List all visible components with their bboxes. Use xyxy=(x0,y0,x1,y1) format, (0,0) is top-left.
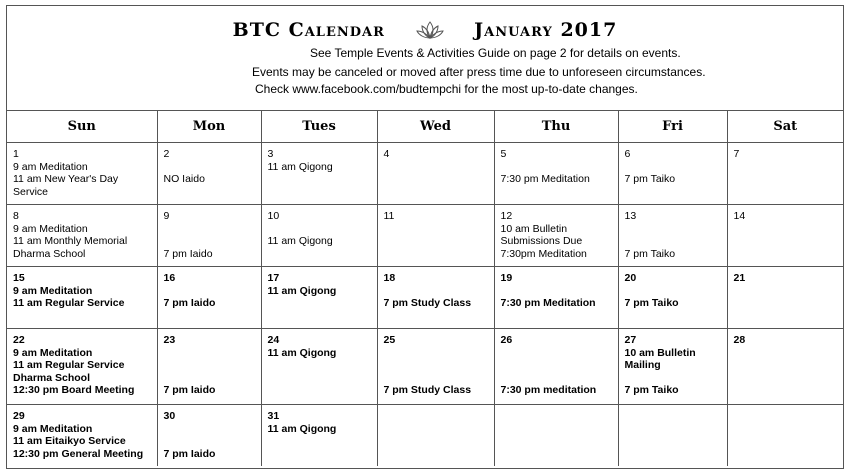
day-cell xyxy=(618,205,727,267)
event-line xyxy=(268,223,373,236)
day-number: 3 xyxy=(267,148,274,160)
title-right: January 2017 xyxy=(474,19,618,41)
day-cell xyxy=(618,267,727,329)
event-line: Submissions Due xyxy=(500,235,583,247)
event-line: 7 pm Iaido xyxy=(163,384,216,396)
event-line: 7:30pm Meditation xyxy=(500,247,587,260)
day-number: 25 xyxy=(383,334,396,346)
event-line: 11 am Qigong xyxy=(267,235,333,247)
day-cell xyxy=(377,329,494,405)
day-number: 5 xyxy=(500,148,507,160)
calendar-frame xyxy=(6,5,844,469)
week-row xyxy=(7,143,843,205)
event-line: 7:30 pm Meditation xyxy=(500,173,590,185)
weekday-sun: Sun xyxy=(7,110,157,143)
day-number: 22 xyxy=(13,334,25,346)
day-cell xyxy=(727,143,843,205)
event-line: NO Iaido xyxy=(163,173,205,185)
day-number: 14 xyxy=(733,210,746,222)
weekday-wed: Wed xyxy=(377,110,494,143)
event-line: 12:30 pm General Meeting xyxy=(13,447,144,460)
day-number: 12 xyxy=(500,210,513,222)
event-line xyxy=(625,235,723,248)
day-number: 27 xyxy=(624,334,637,346)
event-line: 7 pm Iaido xyxy=(163,247,213,260)
day-cell xyxy=(7,205,157,267)
event-line: 7:30 pm Meditation xyxy=(500,297,596,309)
day-cell xyxy=(494,405,618,467)
day-cell xyxy=(494,205,618,267)
event-line xyxy=(164,161,257,174)
event-line: 11 am New Year's Day xyxy=(13,173,119,185)
event-line xyxy=(384,347,490,360)
event-line xyxy=(164,285,257,298)
week-row xyxy=(7,205,843,267)
event-line xyxy=(501,285,614,298)
day-cell xyxy=(494,267,618,329)
day-number: 19 xyxy=(500,272,513,284)
day-number: 2 xyxy=(163,148,170,160)
event-line: 9 am Meditation xyxy=(13,346,93,359)
day-number: 21 xyxy=(733,272,746,284)
event-line xyxy=(625,285,723,298)
weekday-header-row xyxy=(7,110,843,143)
event-line: 11 am Qigong xyxy=(267,160,333,173)
day-cell xyxy=(261,405,377,467)
day-number: 24 xyxy=(267,334,280,346)
day-number: 31 xyxy=(267,410,280,422)
day-number: 6 xyxy=(624,148,631,160)
event-line xyxy=(384,372,490,385)
note-cancellations: Events may be canceled or moved after press time due to unforeseen circumstances. xyxy=(252,65,706,79)
day-cell xyxy=(261,267,377,329)
day-number: 23 xyxy=(163,334,176,346)
day-cell xyxy=(727,267,843,329)
week-row xyxy=(7,267,843,329)
event-line xyxy=(164,347,257,360)
day-cell xyxy=(261,143,377,205)
note-events-guide: See Temple Events & Activities Guide on page 2 for details on events. xyxy=(310,46,681,60)
event-line: Dharma School xyxy=(13,371,91,384)
calendar-header xyxy=(7,6,843,111)
event-line: 11 am Regular Service xyxy=(13,359,125,371)
day-number: 13 xyxy=(624,210,637,222)
calendar-grid xyxy=(7,110,843,466)
day-number: 26 xyxy=(500,334,513,346)
event-line: 7 pm Taiko xyxy=(624,297,679,309)
day-cell xyxy=(7,329,157,405)
event-line xyxy=(501,347,614,360)
day-cell xyxy=(377,143,494,205)
event-line xyxy=(384,285,490,298)
weekday-thu: Thu xyxy=(494,110,618,143)
day-cell xyxy=(618,143,727,205)
lotus-icon xyxy=(415,20,445,40)
event-line: 7 pm Taiko xyxy=(624,173,676,185)
week-row xyxy=(7,329,843,405)
event-line xyxy=(164,235,257,248)
event-line: 7 pm Iaido xyxy=(163,447,216,460)
day-cell xyxy=(261,329,377,405)
day-number: 15 xyxy=(13,272,25,284)
event-line: 11 am Qigong xyxy=(267,284,337,297)
title-left: BTC Calendar xyxy=(232,19,385,41)
day-cell xyxy=(377,405,494,467)
event-line: 11 am Qigong xyxy=(267,346,337,359)
day-cell xyxy=(727,329,843,405)
event-line xyxy=(164,423,257,436)
day-cell xyxy=(377,267,494,329)
day-number: 9 xyxy=(163,210,170,222)
event-line: 7 pm Taiko xyxy=(624,384,679,396)
event-line: 10 am Bulletin xyxy=(624,346,696,359)
event-line xyxy=(384,359,490,372)
day-number: 28 xyxy=(733,334,746,346)
event-line: Service xyxy=(13,185,49,198)
day-cell xyxy=(494,329,618,405)
weekday-fri: Fri xyxy=(618,110,727,143)
event-line: 7:30 pm meditation xyxy=(500,384,597,396)
event-line: 7 pm Study Class xyxy=(383,384,472,396)
event-line xyxy=(625,372,723,385)
note-facebook: Check www.facebook.com/budtempchi for the most up-to-date changes. xyxy=(255,82,638,96)
event-line xyxy=(164,359,257,372)
week-row xyxy=(7,405,843,467)
day-cell xyxy=(727,205,843,267)
event-line: 9 am Meditation xyxy=(13,160,88,173)
day-cell xyxy=(157,329,261,405)
event-line: 9 am Meditation xyxy=(13,222,88,235)
day-number: 4 xyxy=(383,148,390,160)
day-number: 18 xyxy=(383,272,396,284)
event-line: 11 am Monthly Memorial xyxy=(13,235,128,247)
event-line xyxy=(501,359,614,372)
day-cell xyxy=(727,405,843,467)
event-line xyxy=(501,161,614,174)
day-number: 16 xyxy=(163,272,176,284)
day-cell xyxy=(261,205,377,267)
event-line: 9 am Meditation xyxy=(13,422,93,435)
event-line: 11 am Regular Service xyxy=(13,297,125,309)
event-line xyxy=(501,372,614,385)
event-line xyxy=(164,223,257,236)
day-cell xyxy=(618,405,727,467)
event-line: 7 pm Taiko xyxy=(624,247,676,260)
day-cell xyxy=(494,143,618,205)
weekday-tues: Tues xyxy=(261,110,377,143)
event-line xyxy=(164,435,257,448)
day-cell xyxy=(157,405,261,467)
day-number: 10 xyxy=(267,210,280,222)
day-number: 7 xyxy=(733,148,740,160)
event-line: Mailing xyxy=(624,359,661,371)
day-number: 20 xyxy=(624,272,637,284)
event-line: 11 am Eitaikyo Service xyxy=(13,435,126,447)
day-cell xyxy=(157,143,261,205)
event-line xyxy=(164,372,257,385)
weekday-mon: Mon xyxy=(157,110,261,143)
day-number: 8 xyxy=(13,210,19,222)
event-line: Dharma School xyxy=(13,247,86,260)
day-number: 11 xyxy=(383,210,395,222)
event-line: 7 pm Study Class xyxy=(383,297,472,309)
event-line xyxy=(625,223,723,236)
day-number: 17 xyxy=(267,272,280,284)
day-cell xyxy=(157,205,261,267)
event-line: 11 am Qigong xyxy=(267,422,337,435)
day-cell xyxy=(618,329,727,405)
event-line: 9 am Meditation xyxy=(13,284,93,297)
day-number: 1 xyxy=(13,148,19,160)
event-line: 7 pm Iaido xyxy=(163,297,216,309)
event-line: 10 am Bulletin xyxy=(500,222,568,235)
event-line: 12:30 pm Board Meeting xyxy=(13,384,135,396)
day-cell xyxy=(377,205,494,267)
day-number: 30 xyxy=(163,410,176,422)
weekday-sat: Sat xyxy=(727,110,843,143)
day-number: 29 xyxy=(13,410,25,422)
event-line xyxy=(625,161,723,174)
calendar-title xyxy=(7,18,843,41)
day-cell xyxy=(7,267,157,329)
day-cell xyxy=(7,405,157,467)
day-cell xyxy=(7,143,157,205)
day-cell xyxy=(157,267,261,329)
